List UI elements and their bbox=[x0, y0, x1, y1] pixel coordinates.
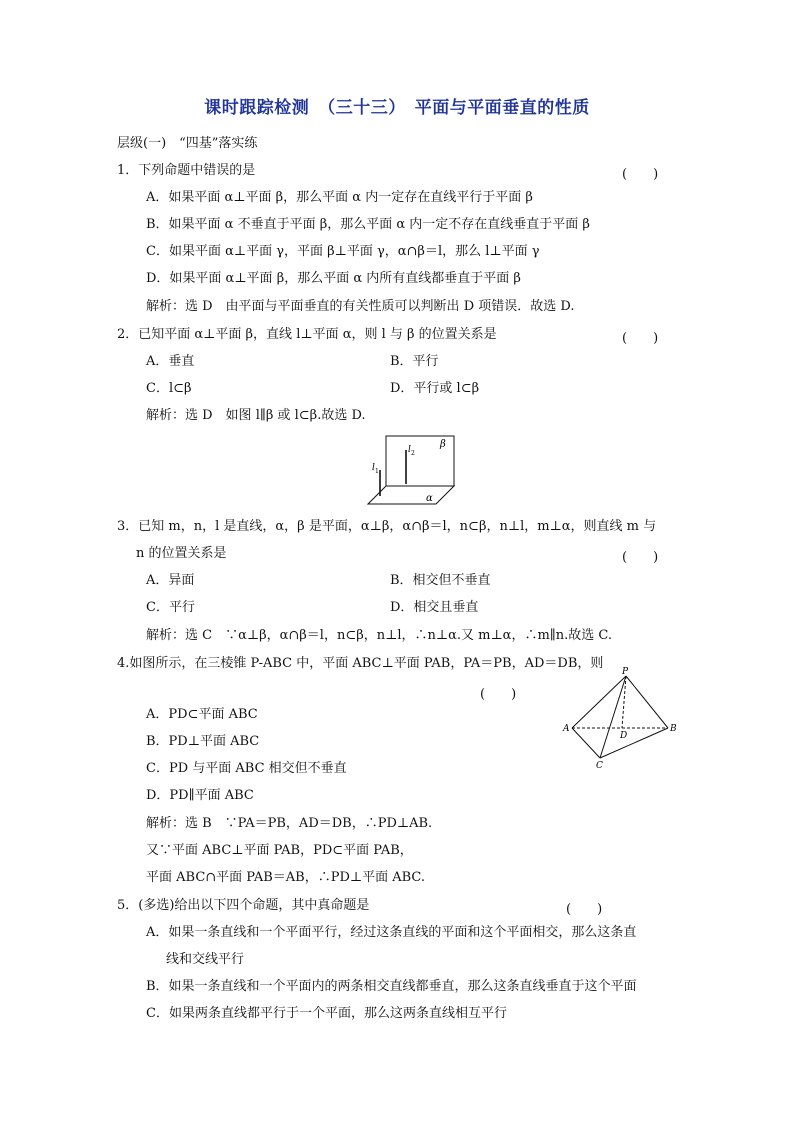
q2-figure-planes bbox=[366, 432, 462, 508]
q1-analysis: 解析：选 D 由平面与平面垂直的有关性质可以判断出 D 项错误．故选 D. bbox=[146, 299, 575, 314]
q2-answer-paren: ( ) bbox=[622, 331, 659, 346]
label-l2: l bbox=[408, 445, 411, 455]
q3-option-d: D．相交且垂直 bbox=[390, 600, 479, 615]
label-a: A bbox=[563, 724, 570, 734]
q1-option-a: A．如果平面 α⊥平面 β，那么平面 α 内一定存在直线平行于平面 β bbox=[146, 190, 533, 205]
q3-option-a: A．异面 bbox=[146, 573, 195, 588]
q5-answer-paren: ( ) bbox=[566, 902, 603, 917]
q2-option-b: B．平行 bbox=[390, 354, 439, 369]
label-p: P bbox=[622, 667, 629, 677]
q2-analysis: 解析：选 D 如图 l∥β 或 l⊂β.故选 D. bbox=[146, 408, 366, 423]
q2-option-d: D．平行或 l⊂β bbox=[390, 381, 480, 396]
q4-analysis-line3: 平面 ABC∩平面 PAB＝AB，∴PD⊥平面 ABC. bbox=[146, 870, 426, 885]
label-alpha: α bbox=[426, 493, 433, 504]
label-b: B bbox=[670, 724, 677, 734]
q1-option-d: D．如果平面 α⊥平面 β，那么平面 α 内所有直线都垂直于平面 β bbox=[146, 271, 521, 286]
q4-analysis-line2: 又∵平面 ABC⊥平面 PAB，PD⊂平面 PAB， bbox=[146, 843, 413, 858]
q2-option-c: C．l⊂β bbox=[146, 381, 192, 396]
q3-option-c: C．平行 bbox=[146, 600, 195, 615]
q4-option-c: C．PD 与平面 ABC 相交但不垂直 bbox=[146, 761, 347, 776]
label-l2-sub: 2 bbox=[411, 450, 415, 457]
q1-stem: 1．下列命题中错误的是 bbox=[117, 163, 256, 178]
q4-option-b: B．PD⊥平面 ABC bbox=[146, 734, 260, 749]
q3-stem-line2: n 的位置关系是 bbox=[136, 546, 227, 561]
label-c: C bbox=[596, 761, 603, 770]
q4-answer-paren: ( ) bbox=[480, 687, 517, 702]
q1-answer-paren: ( ) bbox=[622, 167, 659, 182]
edge-ac bbox=[572, 728, 600, 758]
q5-option-c: C．如果两条直线都平行于一个平面，那么这两条直线相互平行 bbox=[146, 1006, 507, 1021]
q3-stem-line1: 3．已知 m，n，l 是直线，α，β 是平面，α⊥β，α∩β＝l，n⊂β，n⊥l，m⊥α，则直线 m 与 bbox=[117, 519, 657, 534]
label-beta: β bbox=[440, 439, 446, 450]
q5-option-b: B．如果一条直线和一个平面内的两条相交直线都垂直，那么这条直线垂直于这个平面 bbox=[146, 979, 637, 994]
q4-option-d: D．PD∥平面 ABC bbox=[146, 788, 254, 803]
q3-option-b: B．相交但不垂直 bbox=[390, 573, 491, 588]
q1-option-c: C．如果平面 α⊥平面 γ，平面 β⊥平面 γ，α∩β＝l，那么 l⊥平面 γ bbox=[146, 244, 540, 259]
q4-stem: 4.如图所示，在三棱锥 P-ABC 中，平面 ABC⊥平面 PAB，PA＝PB，AD＝DB，则 bbox=[117, 656, 604, 671]
level-heading: 层级(一) “四基”落实练 bbox=[117, 136, 258, 151]
q3-answer-paren: ( ) bbox=[622, 550, 659, 565]
q5-option-a-line2: 线和交线平行 bbox=[166, 952, 245, 967]
plane-alpha-outline bbox=[368, 486, 454, 504]
q3-analysis: 解析：选 C ∵α⊥β，α∩β＝l，n⊂β，n⊥l，∴n⊥α.又 m⊥α，∴m∥n.故选 C. bbox=[146, 628, 613, 643]
q5-option-a-line1: A．如果一条直线和一个平面平行，经过这条直线的平面和这个平面相交，那么这条直 bbox=[146, 925, 637, 940]
q2-option-a: A．垂直 bbox=[146, 354, 195, 369]
label-l1: l bbox=[372, 463, 375, 473]
q5-stem: 5．(多选)给出以下四个命题，其中真命题是 bbox=[117, 898, 370, 913]
q4-option-a: A．PD⊂平面 ABC bbox=[146, 707, 258, 722]
q2-stem: 2．已知平面 α⊥平面 β，直线 l⊥平面 α，则 l 与 β 的位置关系是 bbox=[117, 327, 497, 342]
q4-analysis-line1: 解析：选 B ∵PA＝PB，AD＝DB，∴PD⊥AB. bbox=[146, 816, 433, 831]
label-l1-sub: 1 bbox=[375, 468, 379, 475]
label-d: D bbox=[620, 731, 628, 741]
edge-cb bbox=[600, 728, 668, 758]
edge-pb bbox=[626, 676, 668, 728]
page-title: 课时跟踪检测 （三十三） 平面与平面垂直的性质 bbox=[204, 98, 590, 118]
q1-option-b: B．如果平面 α 不垂直于平面 β，那么平面 α 内一定不存在直线垂直于平面 β bbox=[146, 217, 590, 232]
q4-figure-pyramid bbox=[560, 666, 684, 770]
